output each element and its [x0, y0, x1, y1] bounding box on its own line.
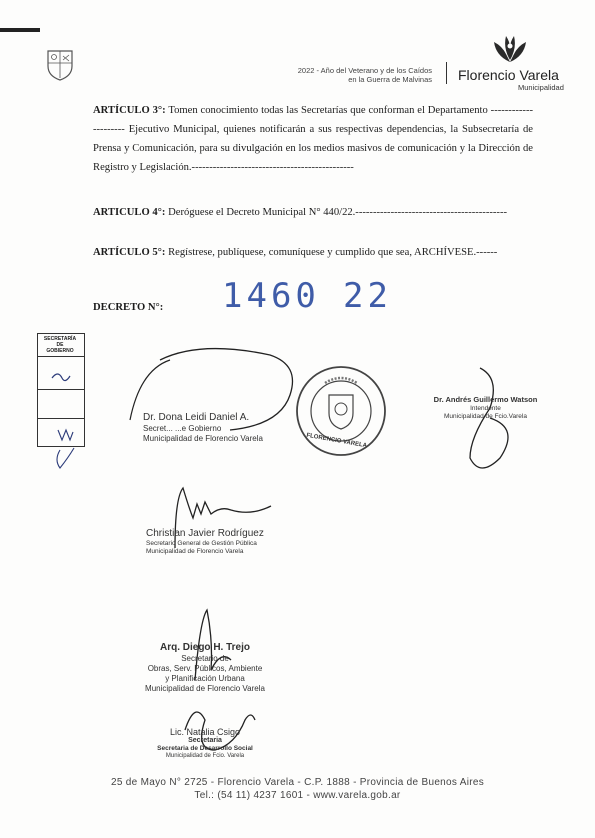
decreto-year: 22: [343, 276, 392, 316]
header-slogan-line2: en la Guerra de Malvinas: [348, 75, 432, 84]
signatory-desarrollo-social: [140, 727, 270, 760]
signatory-obras-name: Arq. Diego H. Trejo: [159, 642, 250, 653]
article-3-label: ARTÍCULO 3°:: [93, 105, 166, 116]
header-slogan-line1: 2022 - Año del Veterano y de los Caídos: [297, 66, 432, 75]
side-stamp-line2: DE: [56, 342, 64, 348]
side-stamp-title: [37, 336, 83, 354]
header-slogan: [236, 66, 432, 84]
signatory-desarrollo-social-line3: Municipalidad de Fcio. Varela: [165, 753, 245, 759]
signatory-obras-line2: Obras, Serv. Públicos, Ambiente: [147, 664, 263, 673]
decreto-number: 1460: [222, 276, 320, 316]
signatory-desarrollo-social-line1: Secretaria: [188, 737, 222, 744]
article-3-text: Tomen conocimiento todas las Secretarías que conforman el Departamento --------------------- Ejecutivo Municipal, quienes notificarán a sus respectivas dependencias, la Subsecretaría de Prensa y Comunicación, para su divulgación en los medios masivos de comunicación y la Dirección de Registro y Legislación.----------------------------------------------: [93, 105, 533, 173]
header-separator: [446, 62, 447, 84]
signatory-obras-line4: Municipalidad de Florencio Varela: [145, 684, 265, 693]
corner-mark: [0, 28, 40, 32]
signatory-desarrollo-social-line2: Secretaria de Desarrollo Social: [157, 745, 253, 752]
side-stamp-divider-1: [37, 356, 85, 357]
article-4: [93, 203, 533, 222]
article-5-text: Regístrese, publíquese, comuníquese y cumplido que sea, ARCHÍVESE.------: [168, 247, 498, 258]
signatory-gobierno-line1: Secret... ...e Gobierno: [143, 424, 222, 433]
stamp-initials-icon: [40, 360, 90, 470]
signatory-intendente: [428, 395, 543, 421]
article-4-text: Deróguese el Decreto Municipal N° 440/22.-------------------------------------------: [168, 207, 508, 218]
signatory-intendente-line2: Municipalidad de Fcio.Varela: [444, 413, 527, 420]
signatory-intendente-line1: Intendente: [470, 405, 501, 412]
brand-name: Florencio Varela: [458, 67, 559, 83]
article-3: [93, 101, 533, 177]
signatory-obras-line3: y Planificación Urbana: [165, 674, 245, 683]
signatory-desarrollo-social-name: Lic. Natalia Csigo: [169, 727, 241, 737]
footer: [0, 776, 595, 802]
side-stamp-line3: GOBIERNO: [46, 348, 74, 354]
signatory-gestion-publica-name: Christian Javier Rodríguez: [146, 528, 264, 539]
signatory-gobierno-name: Dr. Dona Leidi Daniel A.: [143, 412, 250, 423]
signatory-gestion-publica-line2: Municipalidad de Florencio Varela: [146, 548, 244, 555]
signatory-obras-line1: Secretario de: [181, 654, 229, 663]
footer-address: 25 de Mayo N° 2725 - Florencio Varela - C.P. 1888 - Provincia de Buenos Aires: [110, 777, 485, 788]
seal-text: FLORENCIO VARELA: [305, 432, 368, 450]
signatory-obras: [125, 642, 285, 694]
signatory-gobierno: [143, 412, 303, 444]
footer-contact: Tel.: (54 11) 4237 1601 - www.varela.gob.ar: [194, 790, 401, 801]
signatory-gestion-publica: [146, 528, 296, 556]
florencio-varela-logo-icon: [490, 34, 530, 64]
article-5: [93, 243, 533, 262]
coat-of-arms-icon: [45, 48, 75, 82]
signatory-gobierno-line2: Municipalidad de Florencio Varela: [143, 434, 263, 443]
signatory-intendente-name: Dr. Andrés Guillermo Watson: [433, 395, 538, 404]
signatory-gestion-publica-line1: Secretario General de Gestión Pública: [146, 540, 257, 547]
article-4-label: ARTICULO 4°:: [93, 207, 166, 218]
article-5-label: ARTÍCULO 5°:: [93, 247, 166, 258]
decreto-label: DECRETO N°:: [93, 302, 164, 313]
brand-subtitle: Municipalidad: [518, 83, 564, 92]
side-stamp-line1: SECRETARÍA: [43, 336, 77, 342]
